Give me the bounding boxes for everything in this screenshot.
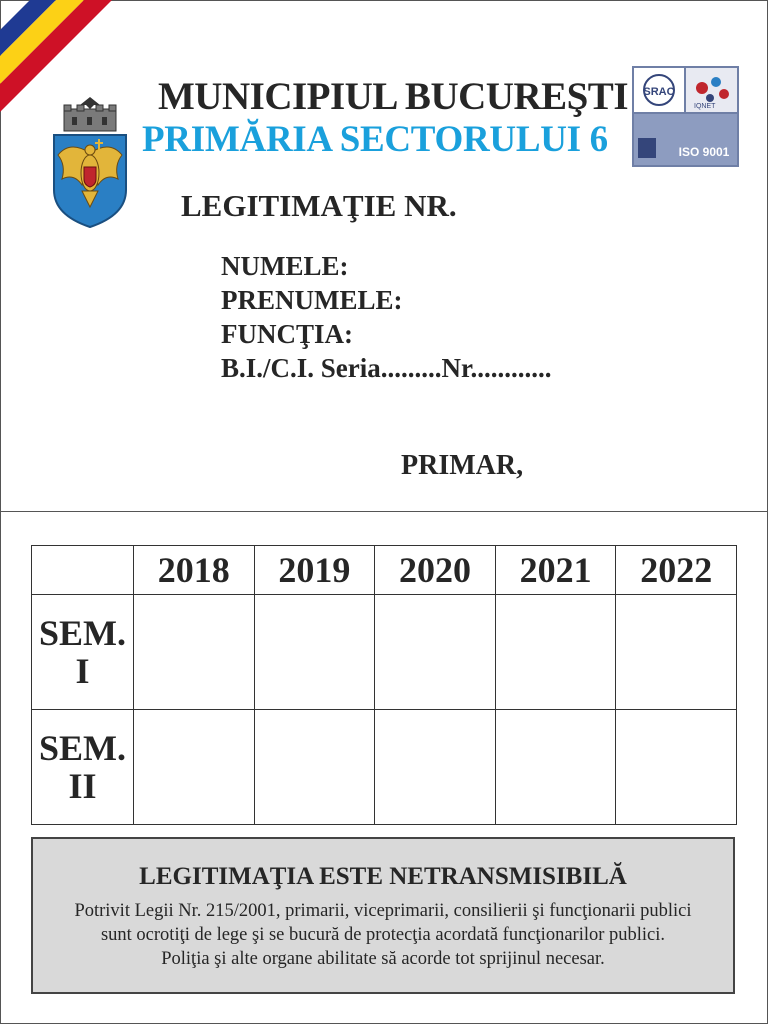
table-row — [32, 710, 737, 825]
stamp-cell — [375, 595, 496, 710]
iso-label: ISO 9001 — [678, 145, 730, 159]
card-number-label: LEGITIMAŢIE NR. — [181, 188, 457, 223]
notice-heading: LEGITIMAŢIA ESTE NETRANSMISIBILĂ — [139, 863, 627, 890]
validity-table — [31, 545, 737, 825]
divider — [0, 511, 768, 512]
table-row — [32, 595, 737, 710]
notice-box — [31, 837, 735, 994]
semester-label-line2: I — [75, 651, 90, 691]
stamp-cell — [375, 710, 496, 825]
iso-9001-certification-icon — [632, 66, 739, 167]
table-corner-cell — [32, 546, 134, 595]
year-cell: 2019 — [254, 546, 375, 595]
stamp-cell — [134, 710, 255, 825]
semester-label-line2: II — [68, 766, 97, 806]
semester-label — [32, 595, 134, 710]
bucharest-coat-of-arms-icon — [50, 95, 130, 230]
field-position: FUNCŢIA: — [221, 319, 353, 349]
field-id-series-number: B.I./C.I. Seria.........Nr............ — [221, 353, 552, 383]
stamp-cell — [254, 710, 375, 825]
stamp-cell — [495, 710, 616, 825]
notice-line: Poliţia şi alte organe abilitate să acorde tot sprijinul necesar. — [161, 949, 605, 969]
svg-text:IQNET: IQNET — [694, 103, 716, 110]
svg-text:SRAC: SRAC — [643, 86, 675, 98]
year-cell: 2018 — [134, 546, 255, 595]
semester-label-line1: SEM. — [38, 728, 126, 768]
stamp-cell — [495, 595, 616, 710]
notice-line: sunt ocrotiţi de lege şi se bucură de protecţia acordată funcţionarilor publici. — [100, 925, 666, 945]
year-cell: 2022 — [616, 546, 737, 595]
notice-body — [33, 899, 733, 971]
holder-fields — [221, 249, 552, 385]
city-hall-title: PRIMĂRIA SECTORULUI 6 — [142, 119, 608, 160]
field-last-name: NUMELE: — [221, 251, 349, 281]
mayor-signature-label: PRIMAR, — [401, 450, 524, 481]
stamp-cell — [616, 710, 737, 825]
municipality-title: MUNICIPIUL BUCUREŞTI — [158, 75, 628, 118]
semester-label-line1: SEM. — [38, 613, 126, 653]
stamp-cell — [254, 595, 375, 710]
semester-label — [32, 710, 134, 825]
year-cell: 2020 — [375, 546, 496, 595]
year-cell: 2021 — [495, 546, 616, 595]
table-header-row — [32, 546, 737, 595]
stamp-cell — [134, 595, 255, 710]
stamp-cell — [616, 595, 737, 710]
field-first-name: PRENUMELE: — [221, 285, 403, 315]
notice-line: Potrivit Legii Nr. 215/2001, primarii, viceprimarii, consilierii şi funcţionarii publici — [74, 901, 692, 921]
